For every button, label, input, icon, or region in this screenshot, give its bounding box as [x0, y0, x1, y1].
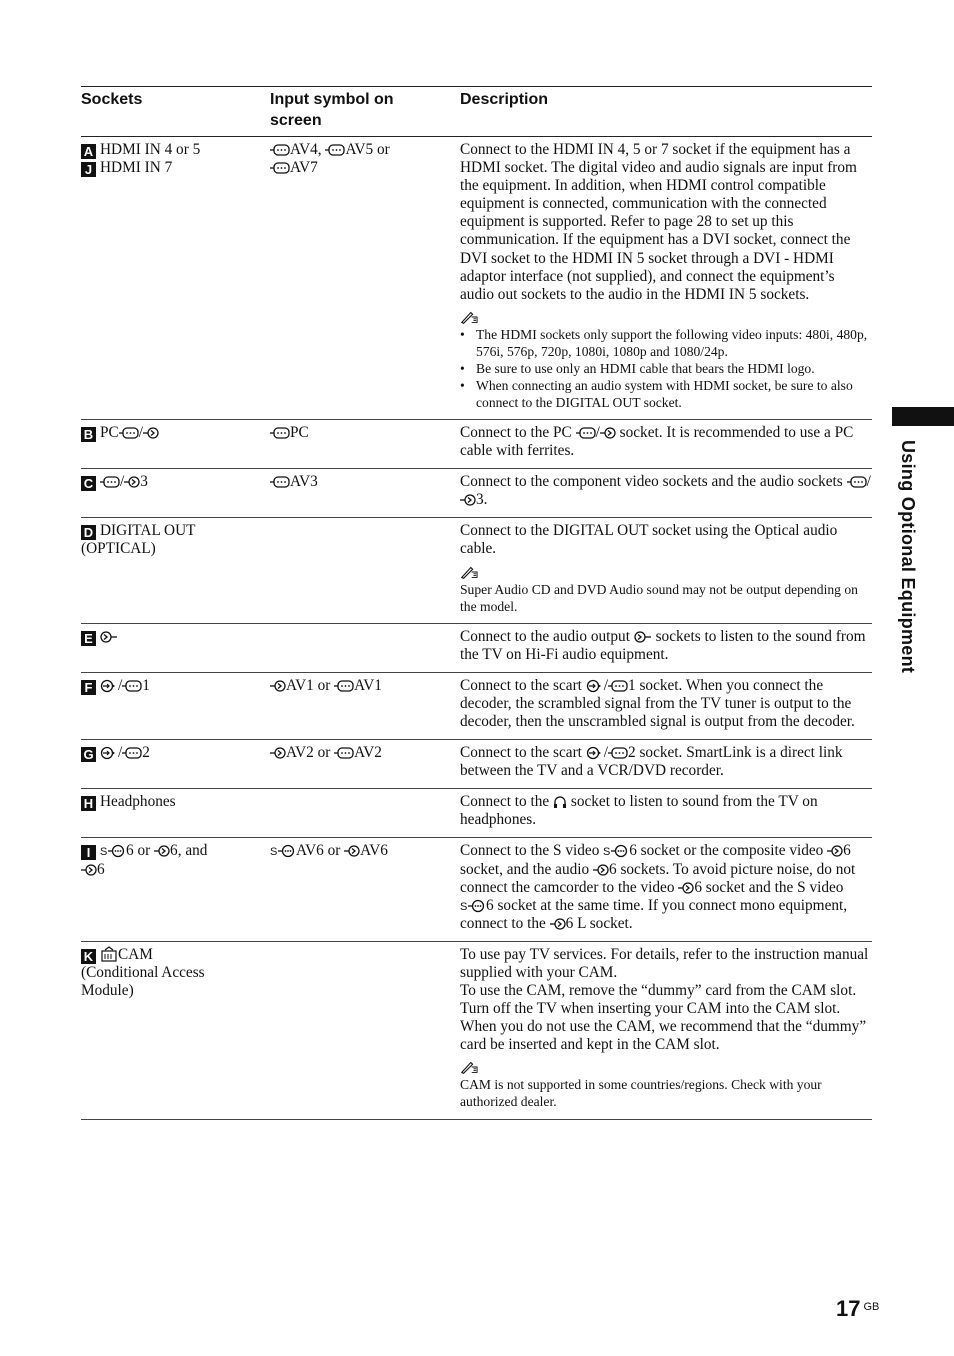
s-video-icon — [100, 844, 126, 858]
label-badge: I — [81, 845, 96, 860]
video-input-icon — [827, 844, 843, 858]
video-input-icon — [678, 881, 694, 895]
header-description: Description — [460, 91, 549, 108]
component-input-icon — [608, 679, 628, 693]
description-cell: To use pay TV services. For details, refer to the instruction manual supplied with your CAM. To use the CAM, remove the “dummy” card from the CAM slot. Turn off the TV when inserting your CAM into the CAM slot. When you do not use the CAM, we recommend that the “dummy” card be inserted and kept in the CAM slot. CAM is not supported in some countries/regions. Check with your authorized dealer. — [460, 945, 869, 1110]
table-row — [81, 518, 872, 623]
scart-icon — [586, 746, 604, 760]
label-badge: J — [81, 162, 96, 177]
audio-input-icon — [143, 426, 159, 440]
audio-input-icon — [460, 493, 476, 507]
list-item: • Be sure to use only an HDMI cable that bears the HDMI logo. — [460, 360, 872, 377]
component-input-icon — [576, 426, 596, 440]
audio-input-icon — [124, 475, 140, 489]
socket-cell: D DIGITAL OUT (OPTICAL) — [81, 522, 196, 558]
table-row — [81, 740, 872, 789]
component-input-icon — [334, 679, 354, 693]
description-cell: Connect to the socket to listen to sound from the TV on headphones. — [460, 793, 818, 829]
component-input-icon — [100, 475, 120, 489]
description-cell: Connect to the scart / 1 socket. When you connect the decoder, the scrambled signal from the TV tuner is output to the decoder, then the unscrambled signal is output from the decoder. — [460, 676, 855, 730]
description-cell: Connect to the DIGITAL OUT socket using the Optical audio cable. Super Audio CD and DVD Audio sound may not be output depending on the model. — [460, 522, 858, 614]
description-cell: Connect to the component video sockets and the audio sockets / 3. — [460, 473, 871, 509]
component-input-icon — [325, 143, 345, 157]
section-tab-marker — [892, 407, 954, 426]
socket-cell: H Headphones — [81, 793, 261, 811]
input-symbol-cell: AV6 or AV6 — [270, 842, 445, 860]
scart-icon — [100, 746, 118, 760]
label-badge: K — [81, 949, 96, 964]
input-symbol-cell: AV1 or AV1 — [270, 677, 445, 695]
label-badge: G — [81, 747, 96, 762]
table-row — [81, 624, 872, 673]
input-symbol-cell: AV4, AV5 or AV7 — [270, 141, 445, 177]
note-icon — [460, 1060, 478, 1074]
socket-cell: A HDMI IN 4 or 5 J HDMI IN 7 — [81, 141, 261, 177]
audio-input-icon — [81, 863, 97, 877]
table-row — [81, 673, 872, 740]
component-input-icon — [270, 161, 290, 175]
cam-slot-icon — [100, 946, 118, 962]
page-number: 17 $^{GB}$ — [836, 1296, 880, 1321]
video-input-icon — [344, 844, 360, 858]
component-input-icon — [847, 475, 867, 489]
section-side-label: Using Optional Equipment — [898, 440, 918, 674]
input-symbol-cell: AV2 or AV2 — [270, 744, 445, 762]
label-badge: B — [81, 427, 96, 442]
s-video-icon — [460, 899, 486, 913]
audio-input-icon — [270, 746, 286, 760]
audio-input-icon — [550, 917, 566, 931]
label-badge: F — [81, 680, 96, 695]
audio-input-icon — [593, 863, 609, 877]
description-cell: Connect to the audio output sockets to listen to the sound from the TV on Hi-Fi audio equipment. — [460, 627, 866, 663]
table-row — [81, 469, 872, 518]
description-cell: Connect to the HDMI IN 4, 5 or 7 socket if the equipment has a HDMI socket. The digital video and audio signals are input from the equipment. In addition, when HDMI control compatible equipment is connected, communication with the connected equipment is supported. Refer to page 28 to set up this communication. If the equipment has a DVI socket, connect the DVI socket to the HDMI IN 5 socket through a DVI - HDMI adaptor interface (not supplied), and connect the equipment’s audio out sockets to the audio in the HDMI IN 5 sockets. • The HDMI sockets only support the following video inputs: 480i, 480p, 576i, 576p, 720p, 1080i, 1080p and 1080/24p. • Be sure to use only an HDMI cable that bears the HDMI logo. • When connecting an audio system with HDMI socket, be sure to also connect to the DIGITAL OUT socket. — [460, 137, 872, 419]
table-row — [81, 137, 872, 420]
table-row — [81, 942, 872, 1120]
input-symbol-cell: PC — [270, 424, 445, 442]
label-badge: H — [81, 796, 96, 811]
component-input-icon — [608, 746, 628, 760]
socket-cell: G / 2 — [81, 744, 261, 762]
socket-cell: F / 1 — [81, 677, 261, 695]
description-cell: Connect to the scart / 2 socket. SmartLink is a direct link between the TV and a VCR/DVD recorder. — [460, 744, 843, 780]
sockets-table — [81, 86, 872, 1120]
table-header — [81, 86, 872, 137]
scart-icon — [586, 679, 604, 693]
description-cell: Connect to the PC / socket. It is recommended to use a PC cable with ferrites. — [460, 424, 854, 460]
video-input-icon — [154, 844, 170, 858]
input-symbol-cell: AV3 — [270, 473, 445, 491]
s-video-icon — [270, 844, 296, 858]
description-cell: Connect to the S video 6 socket or the composite video 6 socket, and the audio 6 sockets. To avoid picture noise, do not connect the camcorder to the video 6 socket and the S video 6 socket at the same time. If you connect mono equipment, connect to the 6 L socket. — [460, 842, 856, 932]
scart-icon — [100, 679, 118, 693]
component-input-icon — [270, 426, 290, 440]
audio-output-icon — [634, 630, 652, 644]
header-sockets: Sockets — [81, 91, 143, 108]
socket-cell: K CAM (Conditional Access Module) — [81, 945, 205, 1000]
component-input-icon — [122, 679, 142, 693]
note-icon — [460, 565, 478, 579]
socket-cell: B PC / — [81, 424, 261, 442]
s-video-icon — [603, 844, 629, 858]
label-badge: A — [81, 144, 96, 159]
component-input-icon — [334, 746, 354, 760]
socket-cell: C / 3 — [81, 473, 261, 491]
label-badge: D — [81, 525, 96, 540]
label-badge: E — [81, 631, 96, 646]
socket-cell: I 6 or 6, and 6 — [81, 842, 261, 878]
header-input-symbol: Input symbol on screen — [270, 91, 394, 129]
component-input-icon — [122, 746, 142, 760]
note-icon — [460, 310, 478, 324]
component-input-icon — [270, 475, 290, 489]
audio-input-icon — [600, 426, 616, 440]
component-input-icon — [270, 143, 290, 157]
label-badge: C — [81, 476, 96, 491]
socket-cell — [81, 628, 261, 646]
list-item: • The HDMI sockets only support the following video inputs: 480i, 480p, 576i, 576p, 720p, 1080i, 1080p and 1080/24p. — [460, 326, 872, 360]
headphones-icon — [553, 795, 567, 809]
table-row — [81, 838, 872, 941]
component-input-icon — [119, 426, 139, 440]
table-row — [81, 420, 872, 469]
table-row — [81, 789, 872, 838]
audio-input-icon — [270, 679, 286, 693]
audio-output-icon — [100, 630, 118, 644]
list-item: • When connecting an audio system with HDMI socket, be sure to also connect to the DIGITAL OUT socket. — [460, 377, 872, 411]
